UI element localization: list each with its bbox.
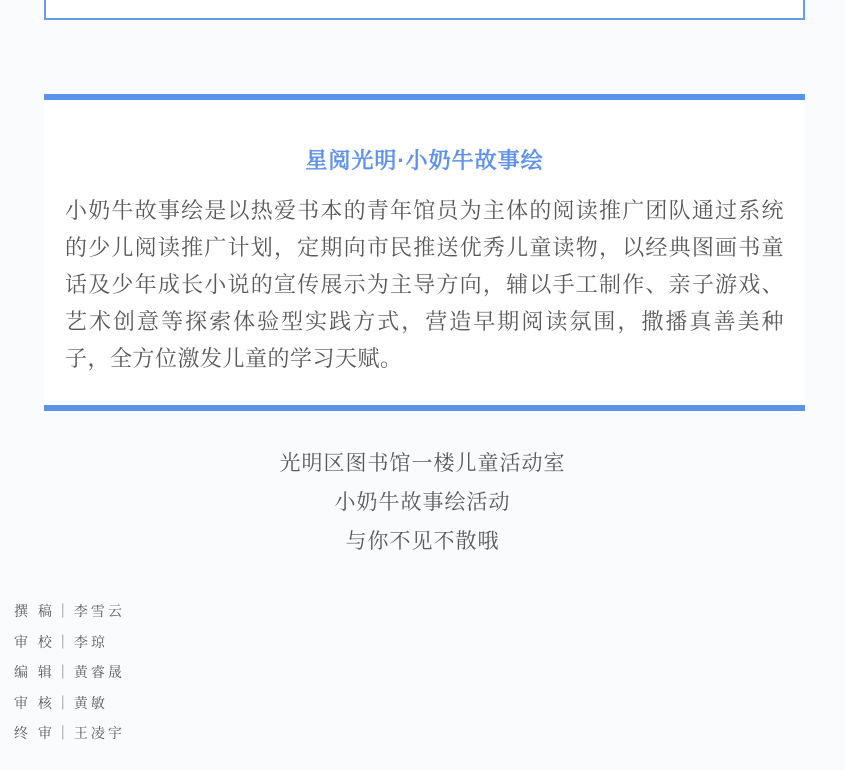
credit-role: 审 校 xyxy=(14,633,55,650)
credit-name: 黄敏 xyxy=(73,694,108,711)
venue-line-activity: 小奶牛故事绘活动 xyxy=(334,491,511,514)
credit-role: 审 核 xyxy=(14,694,55,711)
credit-name: 黄睿晟 xyxy=(73,664,125,680)
credit-name: 李琼 xyxy=(73,633,108,650)
article-title: 星阅光明·小奶牛故事绘 xyxy=(305,148,544,173)
credit-separator: ｜ xyxy=(55,725,73,741)
previous-card-remnant xyxy=(44,0,805,20)
credit-name: 王凌宇 xyxy=(73,725,125,741)
venue-line-location: 光明区图书馆一楼儿童活动室 xyxy=(279,452,566,475)
credit-separator: ｜ xyxy=(55,694,73,711)
article-card-body xyxy=(44,100,805,405)
venue-block xyxy=(0,444,845,561)
credits-list xyxy=(14,596,125,749)
credit-role: 撰 稿 xyxy=(14,603,55,619)
credit-row-writer xyxy=(14,596,125,627)
credit-role: 终 审 xyxy=(14,725,55,741)
credit-separator: ｜ xyxy=(55,664,73,680)
credit-row-proofreader xyxy=(14,627,125,658)
article-paragraph: 小奶牛故事绘是以热爱书本的青年馆员为主体的阅读推广团队通过系统的少儿阅读推广计划，定期向市民推送优秀儿童读物，以经典图画书童话及少年成长小说的宣传展示为主导方向，辅以手工制作、亲子游戏、艺术创意等探索体验型实践方式，营造早期阅读氛围，撒播真善美种子，全方位激发儿童的学习天赋。 xyxy=(65,198,784,371)
credit-separator: ｜ xyxy=(55,603,73,619)
credit-row-editor xyxy=(14,657,125,688)
article-card xyxy=(44,94,805,411)
credit-role: 编 辑 xyxy=(14,664,55,680)
card-bottom-divider-bar xyxy=(44,405,805,411)
credit-separator: ｜ xyxy=(55,633,73,650)
credit-row-reviewer xyxy=(14,688,125,719)
credit-row-final-reviewer xyxy=(14,718,125,749)
venue-line-closing: 与你不见不散哦 xyxy=(345,530,500,553)
credit-name: 李雪云 xyxy=(73,603,125,619)
